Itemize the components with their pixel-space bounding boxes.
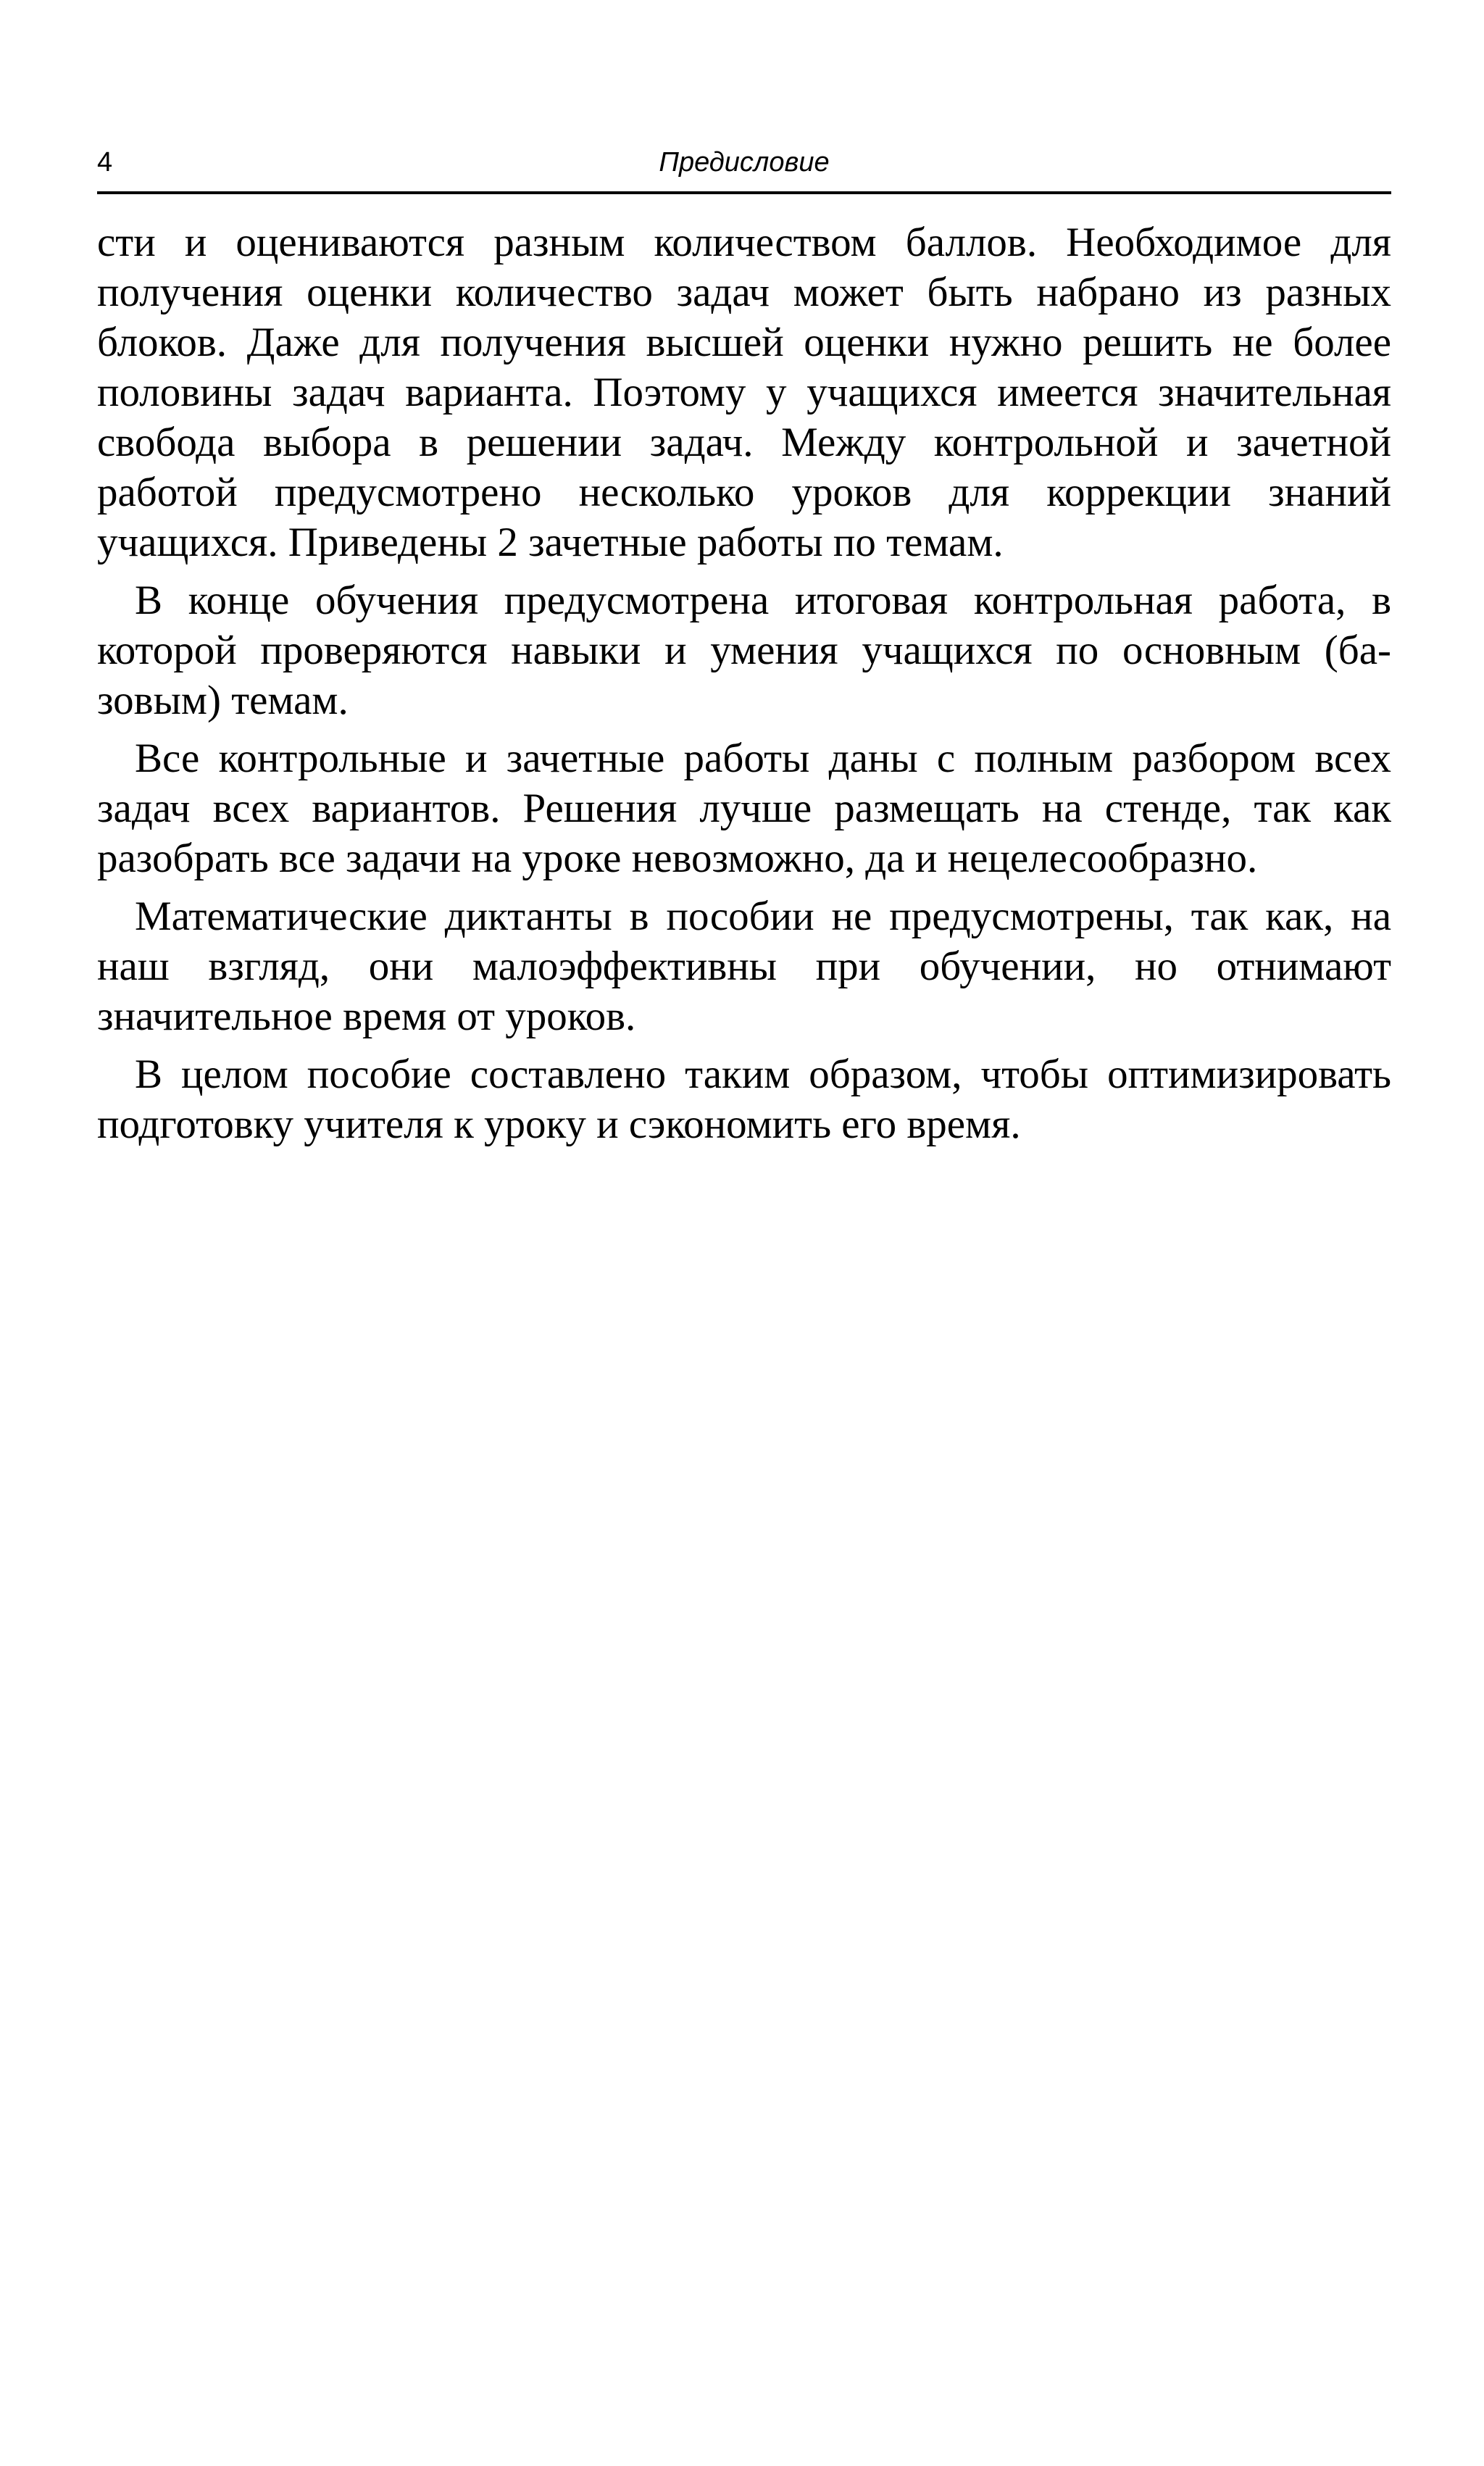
running-head-title: Предисловие: [659, 147, 830, 178]
page-number: 4: [97, 147, 113, 178]
header-rule: [97, 191, 1391, 194]
running-head: [97, 139, 1391, 190]
body-text: [97, 217, 1391, 1157]
paragraph-continuation: сти и оцениваются разным количеством баллов. Необходимое для получения оценки количество задач может быть набрано из разных блоков. Даже для получения высшей оценки нужно решить не более половины задач варианта. Поэтому у учащихся имеется значительная свобода выбора в решении задач. Между контрольной и зачетной работой предусмотрено несколько уроков для коррекции знаний учащихся. Приведены 2 зачетные работы по темам.: [97, 220, 1391, 565]
paragraph-final-test: В конце обучения предусмотрена итоговая контрольная работа, в которой проверяются навыки и умения учащихся по основным (базовым) темам.: [97, 578, 1391, 723]
paragraph-solutions: Все контрольные и зачетные работы даны с полным разбором всех задач всех вариантов. Решения лучше размещать на стенде, так как разобрать все задачи на уроке невозможно, да и нецелесообразно.: [97, 736, 1391, 881]
paragraph-summary: В целом пособие составлено таким образом, чтобы оптимизировать подготовку учителя к уроку и сэкономить его время.: [97, 1051, 1391, 1147]
paragraph-dictations: Математические диктанты в пособии не предусмотрены, так как, на наш взгляд, они малоэффективны при обучении, но отнимают значительное время от уроков.: [97, 893, 1391, 1039]
